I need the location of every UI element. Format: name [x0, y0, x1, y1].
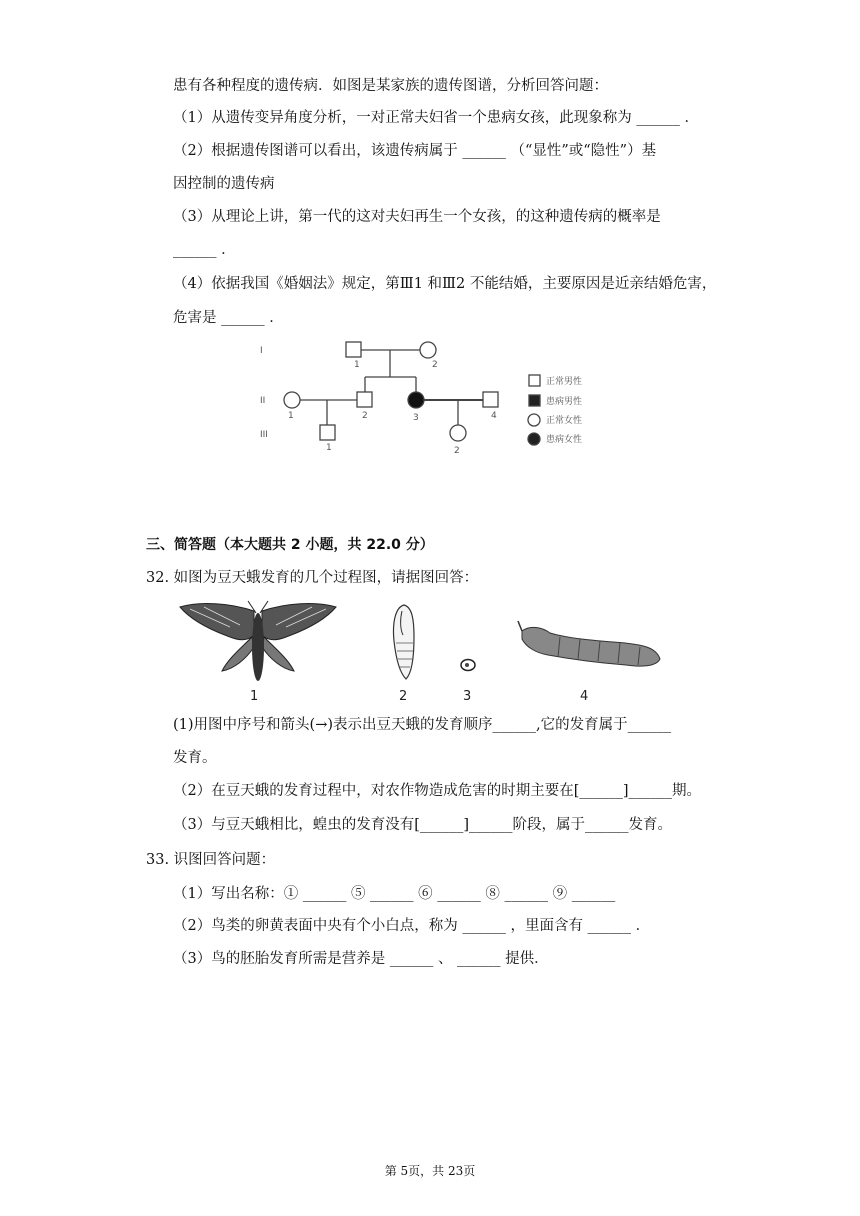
iii1-normal-male	[320, 425, 335, 440]
gen-label-iii: III	[260, 430, 268, 440]
q31-part3-line1: （3）从理论上讲，第一代的这对夫妇再生一个女孩，的这种遗传病的概率是	[173, 209, 661, 225]
q32-part2: （2）在豆天蛾的发育过程中，对农作物造成危害的时期主要在[______]______期。	[173, 783, 702, 799]
ii2-normal-male	[357, 392, 372, 407]
iii2-normal-female	[450, 425, 466, 441]
num-iii1: 1	[326, 443, 332, 453]
num-i2: 2	[432, 360, 438, 370]
gen-label-i: I	[260, 346, 263, 356]
q31-part3-line2: ______ ．	[173, 242, 236, 258]
ii4-normal-male	[483, 392, 498, 407]
fig-label-3: 3	[463, 689, 472, 704]
legend-3: 正常女性	[546, 416, 583, 426]
i1-normal-male	[346, 342, 361, 357]
legend-4: 患病女性	[546, 435, 583, 445]
egg-image	[461, 660, 475, 671]
q32-part1-line1: (1)用图中序号和箭头(→)表示出豆天蛾的发育顺序______,它的发育属于______	[173, 717, 672, 733]
fig-label-2: 2	[399, 689, 408, 704]
legend-1: 正常男性	[546, 377, 583, 387]
q32-part3: （3）与豆天蛾相比，蝗虫的发育没有[______]______阶段，属于______发育。	[173, 817, 673, 833]
q31-intro: 患有各种程度的遗传病．如图是某家族的遗传图谱，分析回答问题：	[173, 78, 608, 94]
q31-part2-line2: 因控制的遗传病	[173, 176, 275, 192]
q31-part4-line2: 危害是 ______ ．	[173, 310, 284, 326]
q32-part1-line2: 发育。	[173, 750, 217, 766]
q33-part3: （3）鸟的胚胎发育所需是营养是 ______ 、 ______ 提供．	[173, 951, 549, 967]
larva-image	[518, 621, 660, 666]
q32-stem: 32. 如图为豆天蛾发育的几个过程图，请据图回答：	[146, 570, 479, 586]
num-ii3: 3	[413, 413, 419, 423]
num-ii2: 2	[362, 411, 368, 421]
page-footer: 第 5页，共 23页	[384, 1164, 476, 1178]
q31-part4-line1: （4）依据我国《婚姻法》规定，第Ⅲ1 和Ⅲ2 不能结婚，主要原因是近亲结婚危害，	[173, 276, 717, 292]
fig-label-1: 1	[250, 689, 259, 704]
num-iii2: 2	[454, 446, 460, 456]
q31-part2-line1: （2）根据遗传图谱可以看出，该遗传病属于 ______ （“显性”或“隐性”）基	[173, 143, 657, 159]
fig-label-4: 4	[580, 689, 589, 704]
q33-part1: （1）写出名称：① ______ ⑤ ______ ⑥ ______ ⑧ ______ ⑨ ______	[173, 886, 616, 902]
pupa-image	[393, 605, 414, 679]
num-ii1: 1	[288, 411, 294, 421]
ii3-affected-female	[408, 392, 424, 408]
ii1-normal-female	[284, 392, 300, 408]
q33-stem: 33. 识图回答问题：	[146, 852, 276, 868]
num-ii4: 4	[491, 411, 497, 421]
q33-part2: （2）鸟类的卵黄表面中央有个小白点，称为 ______ ，里面含有 ______ ．	[173, 918, 651, 934]
moth-lifecycle-figure	[170, 597, 670, 707]
gen-label-ii: II	[260, 396, 266, 406]
i2-normal-female	[420, 342, 436, 358]
pedigree-chart	[250, 335, 620, 460]
legend-2: 患病男性	[546, 397, 583, 407]
num-i1: 1	[354, 360, 360, 370]
section-heading: 三、简答题（本大题共 2 小题，共 22.0 分）	[146, 537, 434, 553]
q31-part1: （1）从遗传变异角度分析，一对正常夫妇省一个患病女孩，此现象称为 ______ ．	[173, 110, 699, 126]
adult-moth-image	[180, 601, 336, 681]
